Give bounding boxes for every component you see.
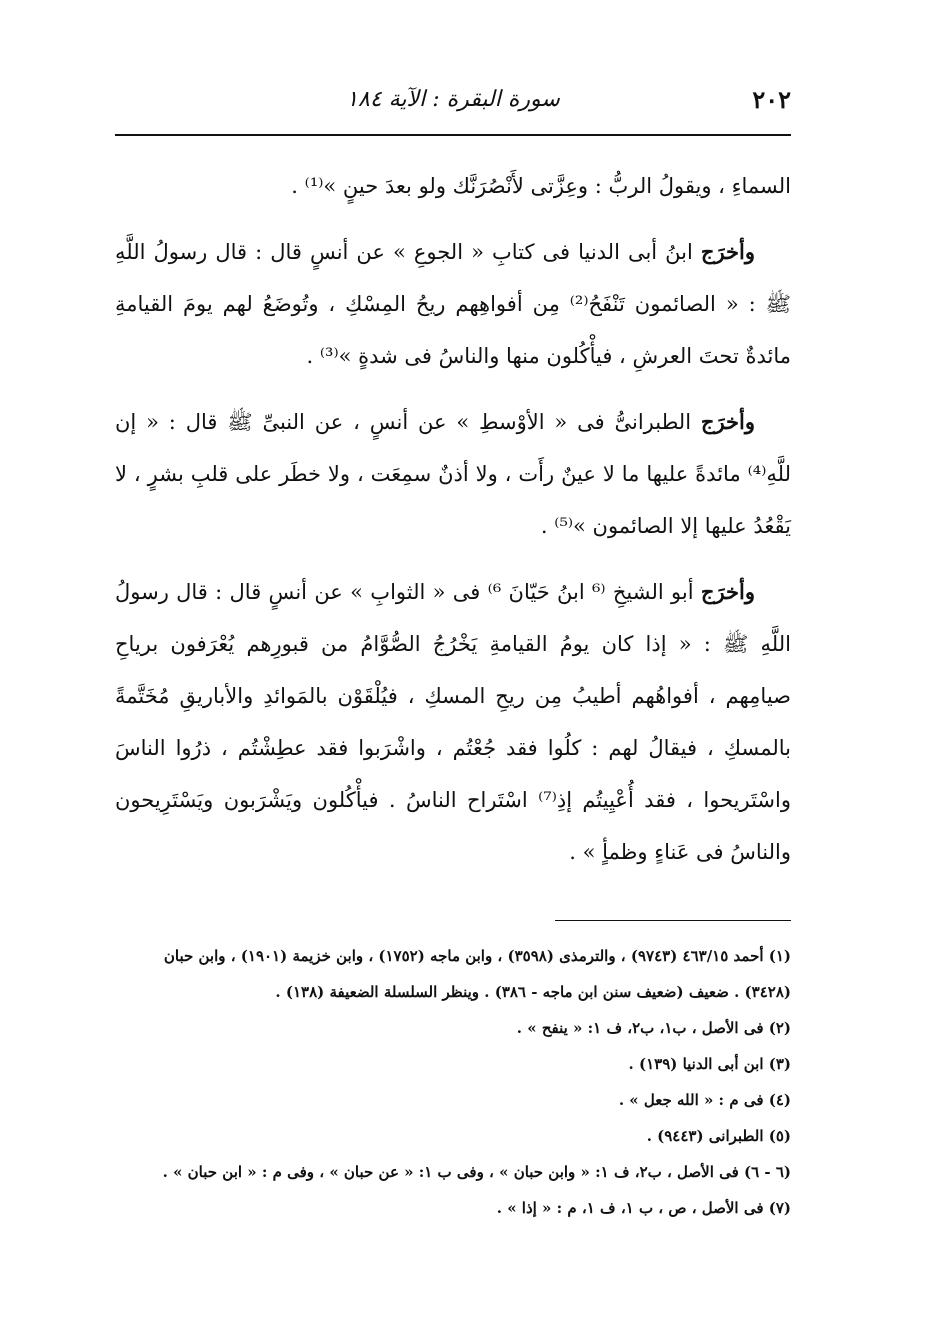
running-title: سورة البقرة : الآية ١٨٤	[346, 87, 560, 112]
footnote: (٦ - ٦) فى الأصل ، ب٢، ف ١: « وابن حبان » ، وفى ب ١: « عن حبان » ، وفى م : « ابن حبان » .	[162, 1163, 791, 1181]
main-text	[115, 160, 791, 878]
footnote: (٢) فى الأصل ، ب١، ب٢، ف ١: « ينفح » .	[516, 1019, 791, 1037]
footnote-divider	[555, 920, 791, 921]
paragraph-text: الطبرانىُّ فى « الأوْسطِ » عن أنسٍ ، عن النبىِّ ﷺ قال : « إن للَّهِ⁽⁴⁾ مائدةً عليها ما لا عينٌ رأَت ، ولا أذنٌ سمِعَت ، ولا خطَر على قلبِ بشرٍ ، لا يَقْعُدُ عليها إلا الصائمون »⁽⁵⁾ .	[115, 410, 791, 538]
header-divider	[115, 134, 791, 136]
paragraph	[115, 226, 791, 382]
footnote: (٧) فى الأصل ، ص ، ب ١، ف ١، م : « إذا » .	[496, 1199, 791, 1217]
paragraph-text: أبو الشيخِ ⁽⁶ ابنُ حَيّانَ ⁶⁾ فى « الثوابِ » عن أنسٍ قال : قال رسولُ اللَّهِ ﷺ : « إذا كان يومُ القيامةِ يَخْرُجُ الصُّوَّامُ من قبورِهم يُعْرَفون برياحِ صيامِهم ، أفواهُهم أطيبُ مِن ريحِ المسكِ ، فيُلْقَوْن بالمَوائدِ والأباريقِ مُخَتَّمةً بالمسكِ ، فيقالُ لهم : كلُوا فقد جُعْتُم ، واشْرَبوا فقد عطِشْتُم ، ذرُوا الناسَ واسْتَريحوا ، فقد أُعْيِيتُم إذِ⁽⁷⁾ اسْتَراح الناسُ . فيأْكُلون ويَشْرَبون ويَسْتَرِيحون والناسُ فى عَناءٍ وظمأٍ » .	[115, 580, 791, 864]
paragraph-lead: وأخرَج	[700, 409, 755, 434]
footnote: (٤) فى م : « الله جعل » .	[618, 1091, 791, 1109]
page-header	[115, 80, 791, 120]
paragraph	[115, 396, 791, 552]
paragraph-lead: وأخرَج	[700, 239, 755, 264]
footnote: (١) أحمد ٤٦٣/١٥ (٩٧٤٣) ، والترمذى (٣٥٩٨) ، وابن ماجه (١٧٥٢) ، وابن خزيمة (١٩٠١) ، وابن حبان (٣٤٢٨) . ضعيف (ضعيف سنن ابن ماجه - ٣٨٦) . وينظر السلسلة الضعيفة (١٣٨) .	[163, 947, 791, 1001]
footnote: (٣) ابن أبى الدنيا (١٣٩) .	[628, 1055, 791, 1073]
paragraph	[115, 160, 791, 212]
paragraph-text: السماءِ ، ويقولُ الربُّ : وعِزَّتى لأَنْصُرَنَّك ولو بعدَ حينٍ »⁽¹⁾ .	[291, 174, 791, 198]
footnote: (٥) الطبرانى (٩٤٤٣) .	[646, 1127, 791, 1145]
paragraph-lead: وأخرَج	[700, 579, 755, 604]
page-number: ٢٠٢	[752, 85, 791, 114]
paragraph	[115, 566, 791, 878]
paragraph-text: ابنُ أبى الدنيا فى كتابِ « الجوعِ » عن أنسٍ قال : قال رسولُ اللَّهِ ﷺ : « الصائمون تَنْفَحُ⁽²⁾ مِن أفواهِهم ريحُ المِسْكِ ، وتُوضَعُ لهم يومَ القيامةِ مائدةٌ تحتَ العرشِ ، فيأْكُلون منها والناسُ فى شدةٍ »⁽³⁾ .	[115, 240, 791, 368]
footnotes	[115, 938, 791, 1226]
